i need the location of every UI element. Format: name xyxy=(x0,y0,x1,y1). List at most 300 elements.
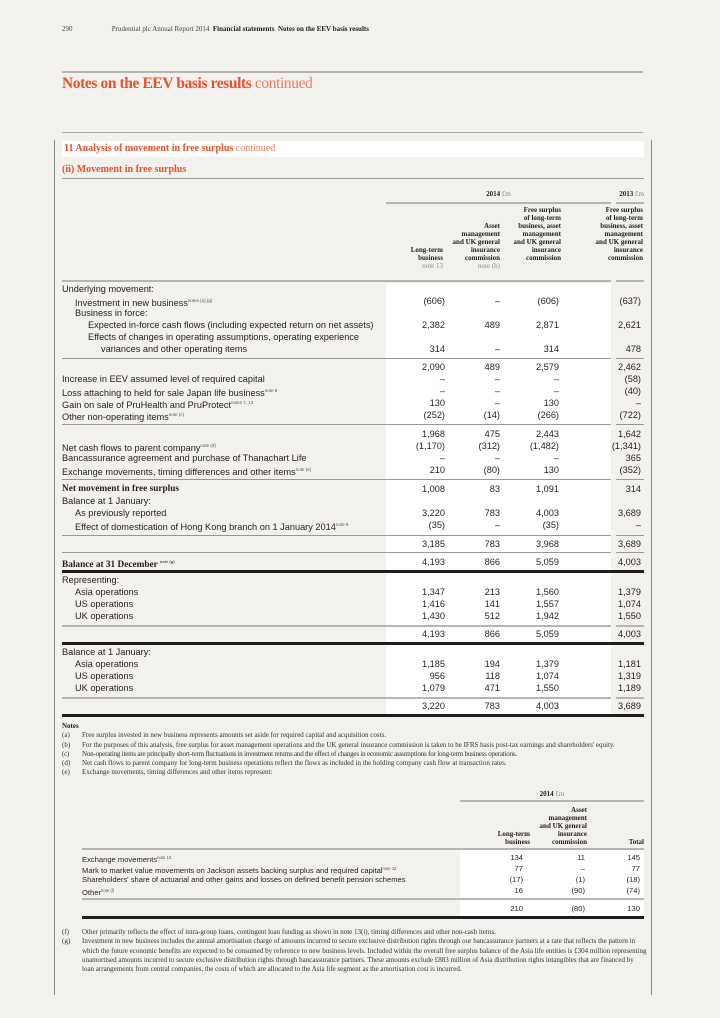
e-table-year-rule xyxy=(460,800,644,802)
cell-value: 1,347 xyxy=(422,587,445,597)
notes-section xyxy=(62,722,647,778)
cell-value: 2,579 xyxy=(536,362,559,372)
header-line: and UK general xyxy=(539,822,587,830)
cell-value: 3,689 xyxy=(618,508,641,518)
cell-value: 83 xyxy=(489,484,500,494)
cell-value: 1,091 xyxy=(536,484,559,494)
e-table-row xyxy=(82,885,644,896)
header-line: management xyxy=(522,230,561,238)
subsection-heading: (ii) Movement in free surplus xyxy=(62,164,187,175)
cell-value: 314 xyxy=(543,344,559,354)
cell-value: 4,003 xyxy=(536,701,559,711)
header-note: note (b) xyxy=(478,262,500,270)
label-text: Other non-operating items xyxy=(62,412,169,422)
note-key: (e) xyxy=(62,768,70,777)
cell-value: (80) xyxy=(571,904,585,913)
page-number: 290 xyxy=(62,25,73,33)
cell-value: (352) xyxy=(619,465,641,475)
column-header-asset-mgmt xyxy=(438,222,500,270)
row-label: Representing: xyxy=(62,575,120,585)
cell-value: (35) xyxy=(542,520,559,530)
subtotal-rule xyxy=(62,358,611,359)
e-column-header-long-term xyxy=(468,830,530,846)
cell-value: – xyxy=(494,296,500,306)
row-label: Effects of changes in operating assumptions, operating experience xyxy=(88,332,360,342)
cell-value: 478 xyxy=(625,344,641,354)
cell-value: 130 xyxy=(627,904,640,913)
cell-value: 1,942 xyxy=(536,611,559,621)
header-line: management xyxy=(604,230,643,238)
publication-name: Prudential plc Annual Report 2014 xyxy=(111,25,210,33)
cell-value: 2,443 xyxy=(536,429,559,439)
table-row xyxy=(62,682,644,694)
note-key: (g) xyxy=(62,937,71,946)
cell-value: 210 xyxy=(429,465,445,475)
label-text: Balance at 31 December xyxy=(62,560,158,570)
cell-value: 783 xyxy=(484,701,500,711)
cell-value: – xyxy=(494,374,500,384)
cell-value: 11 xyxy=(577,853,585,862)
subtotal-rule xyxy=(616,625,644,627)
section-title-suffix: continued xyxy=(235,143,276,154)
table-row xyxy=(62,670,644,682)
header-line: business, asset xyxy=(600,222,643,230)
header-line: business, asset xyxy=(518,222,561,230)
column-header-free-surplus-2013 xyxy=(579,206,643,262)
cell-value: 3,689 xyxy=(618,701,641,711)
note-text: Non-operating items are principally short-term fluctuations in investment returns and the effect of changes in economic assumptions for long-term business operations. xyxy=(82,749,517,758)
table-row xyxy=(62,507,644,519)
note-text: Exchange movements, timing differences and other items represent: xyxy=(82,768,273,777)
cell-value: 365 xyxy=(625,453,641,463)
cell-value: 4,193 xyxy=(422,629,445,639)
table-row-balance-31-december xyxy=(62,556,644,568)
cell-value: – xyxy=(439,453,445,463)
cell-value: – xyxy=(580,864,585,873)
cell-value: (17) xyxy=(509,875,523,884)
table-row-subtotal xyxy=(62,628,644,640)
table-row xyxy=(62,574,644,586)
row-label: Expected in-force cash flows (including expected return on net assets) xyxy=(88,320,374,330)
row-label xyxy=(62,409,184,423)
cell-value: 130 xyxy=(543,465,559,475)
cell-value: (40) xyxy=(624,386,641,396)
header-line: of long-term xyxy=(523,214,561,222)
note-item xyxy=(62,768,647,777)
cell-value: (80) xyxy=(483,465,500,475)
section-name: Financial statements xyxy=(212,25,275,33)
table-row xyxy=(62,397,644,409)
row-label: Increase in EEV assumed level of required capital xyxy=(62,374,265,384)
cell-value: 1,416 xyxy=(422,599,445,609)
cell-value: 4,003 xyxy=(618,629,641,639)
header-note: note 13 xyxy=(422,262,443,270)
table-row xyxy=(62,495,644,507)
cell-value: 489 xyxy=(484,320,500,330)
note-key: (c) xyxy=(62,749,70,758)
row-label: UK operations xyxy=(75,611,134,621)
cell-value: 3,689 xyxy=(618,539,641,549)
header-line: insurance xyxy=(613,246,643,254)
cell-value: (1,482) xyxy=(529,441,559,451)
e-table-row xyxy=(82,874,644,885)
note-item xyxy=(62,928,647,937)
table-row xyxy=(62,519,644,531)
cell-value: 134 xyxy=(510,853,523,862)
row-label: Balance at 1 January: xyxy=(62,647,151,657)
cell-value: 1,079 xyxy=(422,683,445,693)
row-label: As previously reported xyxy=(75,508,167,518)
header-line: and UK general xyxy=(452,238,500,246)
header-line: and UK general xyxy=(513,238,561,246)
header-line: of long-term xyxy=(605,214,643,222)
table-row-net-movement xyxy=(62,483,644,495)
note-ref: note 13 xyxy=(157,855,172,860)
cell-value: 4,003 xyxy=(536,508,559,518)
cell-value: 4,003 xyxy=(618,557,641,567)
label-text: Effect of domestication of Hong Kong branch on 1 January 2014 xyxy=(75,522,336,532)
row-label: Asia operations xyxy=(75,659,139,669)
note-key: (a) xyxy=(62,731,70,740)
cell-value: 2,090 xyxy=(422,362,445,372)
page-title-suffix: continued xyxy=(254,75,313,92)
cell-value: 145 xyxy=(627,853,640,862)
unit-label: £m xyxy=(501,190,511,198)
cell-value: 475 xyxy=(484,429,500,439)
note-text: Free surplus invested in new business represents amounts set aside for required capital and acquisition costs. xyxy=(82,731,387,740)
year-rule-2013 xyxy=(616,202,644,204)
label-text: Other xyxy=(82,888,101,897)
row-label: variances and other operating items xyxy=(101,344,248,354)
header-line: insurance xyxy=(531,246,561,254)
label-text: Exchange movements, timing differences and other items xyxy=(62,467,296,477)
cell-value: 1,550 xyxy=(618,611,641,621)
header-line: Asset xyxy=(484,222,500,230)
cell-value: (1,341) xyxy=(611,441,641,451)
note-item xyxy=(62,731,647,740)
cell-value: 77 xyxy=(514,864,523,873)
cell-value: 1,379 xyxy=(618,587,641,597)
table-row-subtotal xyxy=(62,700,644,712)
cell-value: 1,968 xyxy=(422,429,445,439)
row-label: Business in force: xyxy=(75,308,148,318)
unit-label: £m xyxy=(635,190,644,198)
cell-value: (266) xyxy=(537,410,559,420)
note-ref: note 12 xyxy=(382,866,397,871)
subtotal-rule xyxy=(616,358,644,359)
table-row xyxy=(62,283,644,295)
label-text: Net cash flows to parent company xyxy=(62,443,201,453)
cell-value: 130 xyxy=(543,398,559,408)
cell-value: 118 xyxy=(485,671,500,681)
header-line: management xyxy=(461,230,500,238)
cell-value: – xyxy=(439,374,445,384)
table-row xyxy=(62,385,644,397)
subtotal-rule xyxy=(616,535,644,536)
cell-value: 1,560 xyxy=(536,587,559,597)
cell-value: 194 xyxy=(484,659,500,669)
cell-value: 1,008 xyxy=(422,484,445,494)
note-ref: note (e) xyxy=(295,467,312,472)
cell-value: – xyxy=(494,386,500,396)
cell-value: 2,462 xyxy=(618,362,641,372)
header-line: insurance xyxy=(470,246,500,254)
cell-value: 3,968 xyxy=(536,539,559,549)
row-label xyxy=(75,519,348,533)
e-table-total-rule xyxy=(82,916,644,919)
cell-value: (58) xyxy=(624,374,641,384)
note-ref: note (f) xyxy=(101,888,115,893)
label-text: Exchange movements xyxy=(82,855,158,864)
e-column-header-asset-mgmt xyxy=(525,806,587,846)
cell-value: (14) xyxy=(483,410,500,420)
table-row xyxy=(62,295,644,307)
table-row xyxy=(62,409,644,421)
cell-value: 1,379 xyxy=(536,659,559,669)
row-label xyxy=(62,464,311,478)
cell-value: 5,059 xyxy=(536,629,559,639)
cell-value: 77 xyxy=(631,864,640,873)
cell-value: 210 xyxy=(510,904,523,913)
cell-value: – xyxy=(553,453,559,463)
note-key: (b) xyxy=(62,740,71,749)
section-heading xyxy=(62,141,644,157)
header-line: Long-term xyxy=(497,830,530,838)
table-row xyxy=(62,373,644,385)
cell-value: 2,382 xyxy=(422,320,445,330)
year-label: 2014 xyxy=(539,790,554,798)
cell-value: 1,185 xyxy=(422,659,445,669)
label-text: Investment in new business xyxy=(75,298,188,308)
unit-label: £m xyxy=(555,790,565,798)
cell-value: 783 xyxy=(484,539,500,549)
subtotal-rule xyxy=(62,625,611,627)
note-ref: note (d) xyxy=(200,443,216,448)
row-rule xyxy=(616,552,644,553)
note-ref: notes 7, 13 xyxy=(231,400,254,405)
cell-value: 3,220 xyxy=(422,701,445,711)
e-table-row xyxy=(82,863,644,874)
e-table-subtotal-rule xyxy=(82,898,644,900)
table-row xyxy=(62,646,644,658)
cell-value: 3,220 xyxy=(422,508,445,518)
cell-value: 489 xyxy=(484,362,500,372)
cell-value: 866 xyxy=(484,629,500,639)
cell-value: 3,185 xyxy=(422,539,445,549)
year-label: 2013 xyxy=(619,190,634,198)
header-line: Free surplus xyxy=(523,206,561,214)
cell-value: – xyxy=(494,398,500,408)
e-table-year-header xyxy=(460,790,644,798)
cell-value: 5,059 xyxy=(536,557,559,567)
row-rule xyxy=(62,479,611,480)
running-header xyxy=(62,25,369,33)
total-rule xyxy=(62,714,644,717)
cell-value: 956 xyxy=(429,671,445,681)
page-title-main: Notes on the EEV basis results xyxy=(62,75,252,92)
header-line: commission xyxy=(465,254,500,262)
cell-value: 314 xyxy=(625,484,641,494)
cell-value: 1,181 xyxy=(618,659,641,669)
section-title: 11 Analysis of movement in free surplus xyxy=(64,143,234,154)
row-rule xyxy=(62,552,611,553)
cell-value: 213 xyxy=(484,587,500,597)
table-row xyxy=(62,331,644,343)
cell-value: 2,621 xyxy=(618,320,641,330)
cell-value: – xyxy=(439,386,445,396)
header-line: commission xyxy=(552,838,587,846)
note-item xyxy=(62,759,647,768)
table-row xyxy=(62,307,644,319)
note-item xyxy=(62,937,647,974)
cell-value: – xyxy=(553,374,559,384)
header-line: commission xyxy=(608,254,643,262)
header-line: management xyxy=(548,814,587,822)
header-line: insurance xyxy=(557,830,587,838)
note-text: Net cash flows to parent company for long-term business operations reflect the flows as included in the holding company cash flow at transaction rates. xyxy=(82,759,507,768)
table-row-subtotal xyxy=(62,361,644,373)
header-rule-2013 xyxy=(616,280,644,282)
note-ref: note (c) xyxy=(168,412,184,417)
column-header-long-term xyxy=(383,246,443,270)
header-line: commission xyxy=(526,254,561,262)
label-text: Gain on sale of PruHealth and PruProtect xyxy=(62,400,232,410)
header-rule-2014 xyxy=(62,280,611,282)
table-row xyxy=(62,586,644,598)
top-divider xyxy=(62,71,643,73)
table-row xyxy=(62,658,644,670)
section-divider xyxy=(62,132,643,133)
note-item xyxy=(62,741,647,750)
cell-value: 471 xyxy=(484,683,500,693)
header-line: and UK general xyxy=(595,238,643,246)
cell-value: (722) xyxy=(619,410,641,420)
total-rule xyxy=(62,642,644,645)
row-rule xyxy=(616,479,644,480)
row-label xyxy=(62,556,175,571)
cell-value: 783 xyxy=(484,508,500,518)
note-text: For the purposes of this analysis, free surplus for asset management operations and the UK general insurance commission is taken to be IFRS basis post-tax earnings and shareholders' equity. xyxy=(82,740,615,749)
column-header-free-surplus-2014 xyxy=(497,206,561,262)
table-top-rule xyxy=(62,178,644,179)
cell-value: (90) xyxy=(571,886,585,895)
cell-value: 4,193 xyxy=(422,557,445,567)
table-row xyxy=(62,343,644,355)
cell-value: (606) xyxy=(537,296,559,306)
subtotal-rule xyxy=(62,424,611,425)
header-line: Free surplus xyxy=(605,206,643,214)
subtotal-rule xyxy=(62,697,611,699)
table-row xyxy=(62,319,644,331)
cell-value: (637) xyxy=(619,296,641,306)
e-table-row xyxy=(82,852,644,863)
row-label: Asia operations xyxy=(75,587,139,597)
label-text: Loss attaching to held for sale Japan life business xyxy=(62,388,265,398)
table-row xyxy=(62,610,644,622)
label-text: Mark to market value movements on Jackson assets backing surplus and required capital xyxy=(82,866,383,875)
cell-value: (252) xyxy=(423,410,445,420)
year-label: 2014 xyxy=(486,190,501,198)
cell-value: (1) xyxy=(575,875,585,884)
table-row-subtotal xyxy=(62,538,644,550)
note-text: Other primarily reflects the effect of intra-group loans, contingent loan funding as shown in note 13(i), timing differences and other non-cash items. xyxy=(82,928,496,936)
year-header-2014 xyxy=(386,190,611,198)
cell-value: 512 xyxy=(484,611,500,621)
row-label: Net movement in free surplus xyxy=(62,484,180,494)
table-row xyxy=(62,464,644,476)
table-row-subtotal xyxy=(62,428,644,440)
header-line: business xyxy=(418,254,443,262)
note-ref: notes (a),(g) xyxy=(187,298,213,303)
subtotal-rule xyxy=(62,535,611,536)
cell-value: (1,170) xyxy=(415,441,445,451)
note-item xyxy=(62,750,647,759)
row-label: Bancassurance agreement and purchase of Thanachart Life xyxy=(62,453,307,463)
cell-value: (18) xyxy=(626,875,640,884)
note-key: (d) xyxy=(62,759,71,768)
cell-value: – xyxy=(635,520,641,530)
cell-value: 1,074 xyxy=(618,599,641,609)
cell-value: – xyxy=(494,453,500,463)
e-table-header-rule xyxy=(82,848,644,850)
row-label: Balance at 1 January: xyxy=(62,496,151,506)
cell-value: 16 xyxy=(514,886,523,895)
cell-value: 2,871 xyxy=(536,320,559,330)
cell-value: (35) xyxy=(428,520,445,530)
cell-value: 1,074 xyxy=(536,671,559,681)
cell-value: 141 xyxy=(484,599,500,609)
subsection-name: Notes on the EEV basis results xyxy=(278,25,369,33)
note-ref: note (g) xyxy=(159,559,175,564)
cell-value: 1,550 xyxy=(536,683,559,693)
cell-value: 1,642 xyxy=(618,429,641,439)
year-rule-2014 xyxy=(386,202,611,204)
table-row xyxy=(62,598,644,610)
note-ref: note 8 xyxy=(264,388,278,393)
cell-value: 866 xyxy=(484,557,500,567)
note-ref: note 9 xyxy=(335,522,349,527)
cell-value: – xyxy=(553,386,559,396)
header-line: Total xyxy=(628,838,644,846)
cell-value: 1,557 xyxy=(536,599,559,609)
cell-value: (312) xyxy=(478,441,500,451)
cell-value: – xyxy=(635,398,641,408)
cell-value: (74) xyxy=(626,886,640,895)
row-label: Underlying movement: xyxy=(62,284,154,294)
row-label: US operations xyxy=(75,599,134,609)
year-header-2013 xyxy=(616,190,644,198)
note-text: Investment in new business includes the annual amortisation charge of amounts incurred to secure exclusive distribution rights through our bancassurance partners at a rate that reflects the pattern in which the future economic benefits are expected to be consumed by reference to new business levels. Included within the overall free surplus balance of the Asia life entities is £304 million representing unamortised amounts incurred to secure exclusive distribution rights through bancassurance partners. These amounts exclude £883 million of Asia distribution rights intangibles that are financed by loan arrangements from central companies, the costs of which are allocated to the Asia life segment as the amortisation cost is incurred. xyxy=(82,937,647,974)
row-label: UK operations xyxy=(75,683,134,693)
table-row xyxy=(62,440,644,452)
cell-value: 130 xyxy=(429,398,445,408)
notes-section-continued xyxy=(62,928,647,974)
subtotal-rule xyxy=(616,424,644,425)
row-label: Shareholders' share of actuarial and other gains and losses on defined benefit pension schemes xyxy=(82,875,406,884)
header-line: business xyxy=(505,838,530,846)
header-line: Long-term xyxy=(410,246,443,254)
notes-title: Notes xyxy=(62,722,79,730)
cell-value: 314 xyxy=(429,344,445,354)
note-key: (f) xyxy=(62,928,69,936)
e-column-header-total xyxy=(594,838,644,846)
cell-value: (606) xyxy=(423,296,445,306)
cell-value: 1,430 xyxy=(422,611,445,621)
row-label: US operations xyxy=(75,671,134,681)
total-rule xyxy=(62,570,644,573)
cell-value: – xyxy=(494,520,500,530)
header-line: Asset xyxy=(571,806,587,814)
